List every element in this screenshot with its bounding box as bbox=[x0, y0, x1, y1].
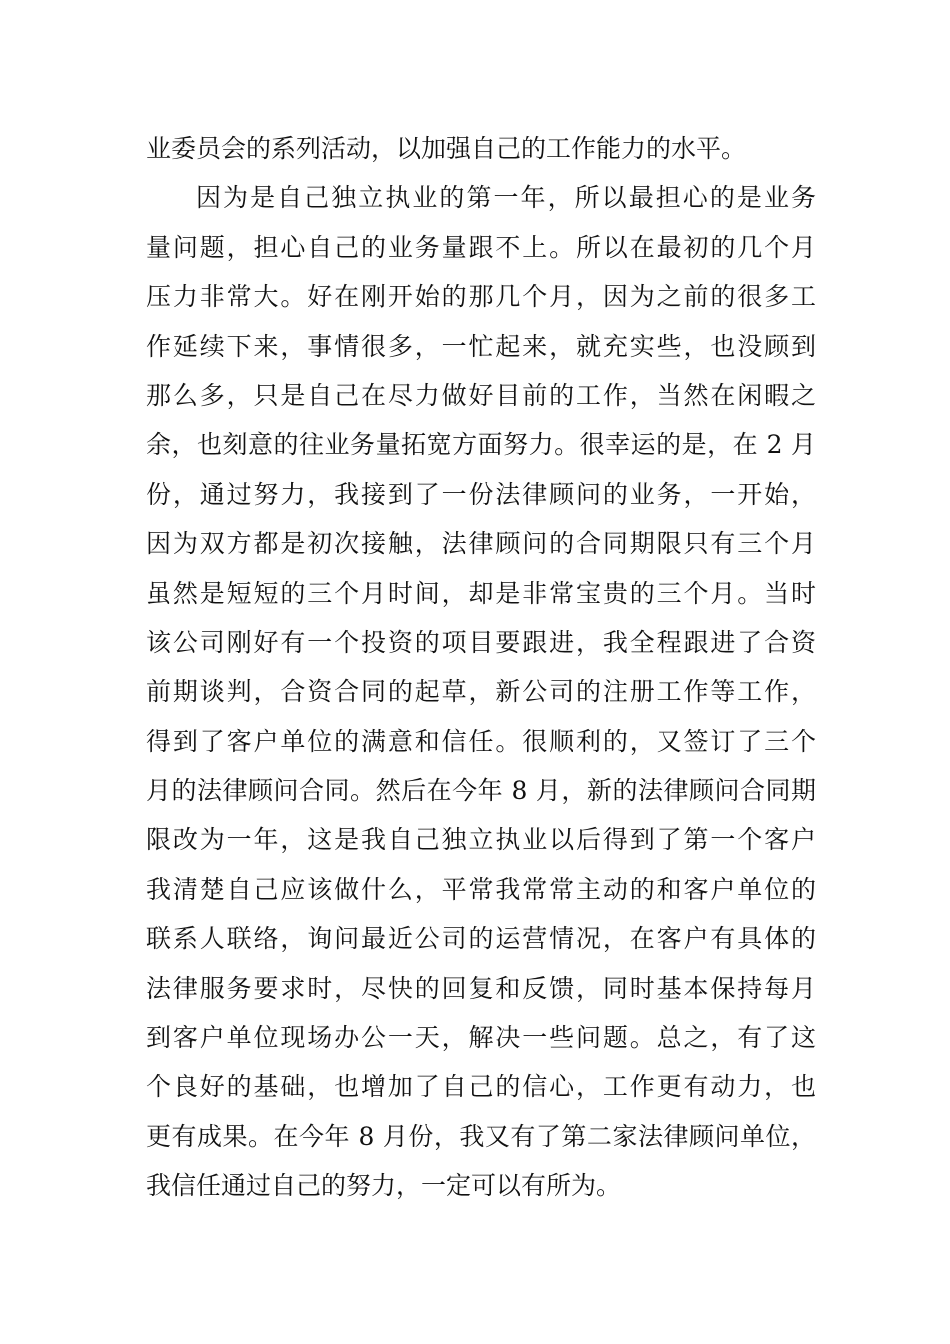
text-line: 虽然是短短的三个月时间，却是非常宝贵的三个月。当时 bbox=[146, 578, 816, 608]
text-line: 我清楚自己应该做什么，平常我常常主动的和客户单位的 bbox=[146, 874, 816, 904]
text-line: 个良好的基础，也增加了自己的信心，工作更有动力，也 bbox=[146, 1072, 816, 1102]
text-line: 联系人联络，询问最近公司的运营情况，在客户有具体的 bbox=[146, 924, 816, 954]
text-line: 更有成果。在今年 8 月份，我又有了第二家法律顾问单位， bbox=[146, 1121, 816, 1151]
text-line: 压力非常大。好在刚开始的那几个月，因为之前的很多工 bbox=[146, 282, 816, 312]
text-line: 到客户单位现场办公一天，解决一些问题。总之，有了这 bbox=[146, 1023, 816, 1053]
text-line: 那么多，只是自己在尽力做好目前的工作，当然在闲暇之 bbox=[146, 380, 816, 410]
text-line: 量问题，担心自己的业务量跟不上。所以在最初的几个月 bbox=[146, 232, 816, 262]
text-line: 前期谈判，合资合同的起草，新公司的注册工作等工作， bbox=[146, 677, 816, 707]
text-line: 份，通过努力，我接到了一份法律顾问的业务，一开始， bbox=[146, 479, 816, 509]
paragraph-first-line: 因为是自己独立执业的第一年，所以最担心的是业务 bbox=[196, 183, 816, 213]
text-line: 业委员会的系列活动，以加强自己的工作能力的水平。 bbox=[146, 134, 747, 163]
text-line: 该公司刚好有一个投资的项目要跟进，我全程跟进了合资 bbox=[146, 627, 816, 657]
text-line: 余，也刻意的往业务量拓宽方面努力。很幸运的是，在 2 月 bbox=[146, 430, 816, 460]
text-line: 月的法律顾问合同。然后在今年 8 月，新的法律顾问合同期 bbox=[146, 776, 816, 806]
text-line: 我信任通过自己的努力，一定可以有所为。 bbox=[146, 1171, 622, 1201]
text-line: 限改为一年，这是我自己独立执业以后得到了第一个客户 bbox=[146, 825, 816, 855]
text-line: 法律服务要求时，尽快的回复和反馈，同时基本保持每月 bbox=[146, 973, 816, 1003]
body-text bbox=[146, 124, 816, 1211]
text-line: 因为双方都是初次接触，法律顾问的合同期限只有三个月 bbox=[146, 529, 816, 559]
text-line: 得到了客户单位的满意和信任。很顺利的，又签订了三个 bbox=[146, 726, 816, 756]
text-line: 作延续下来，事情很多，一忙起来，就充实些，也没顾到 bbox=[146, 331, 816, 361]
